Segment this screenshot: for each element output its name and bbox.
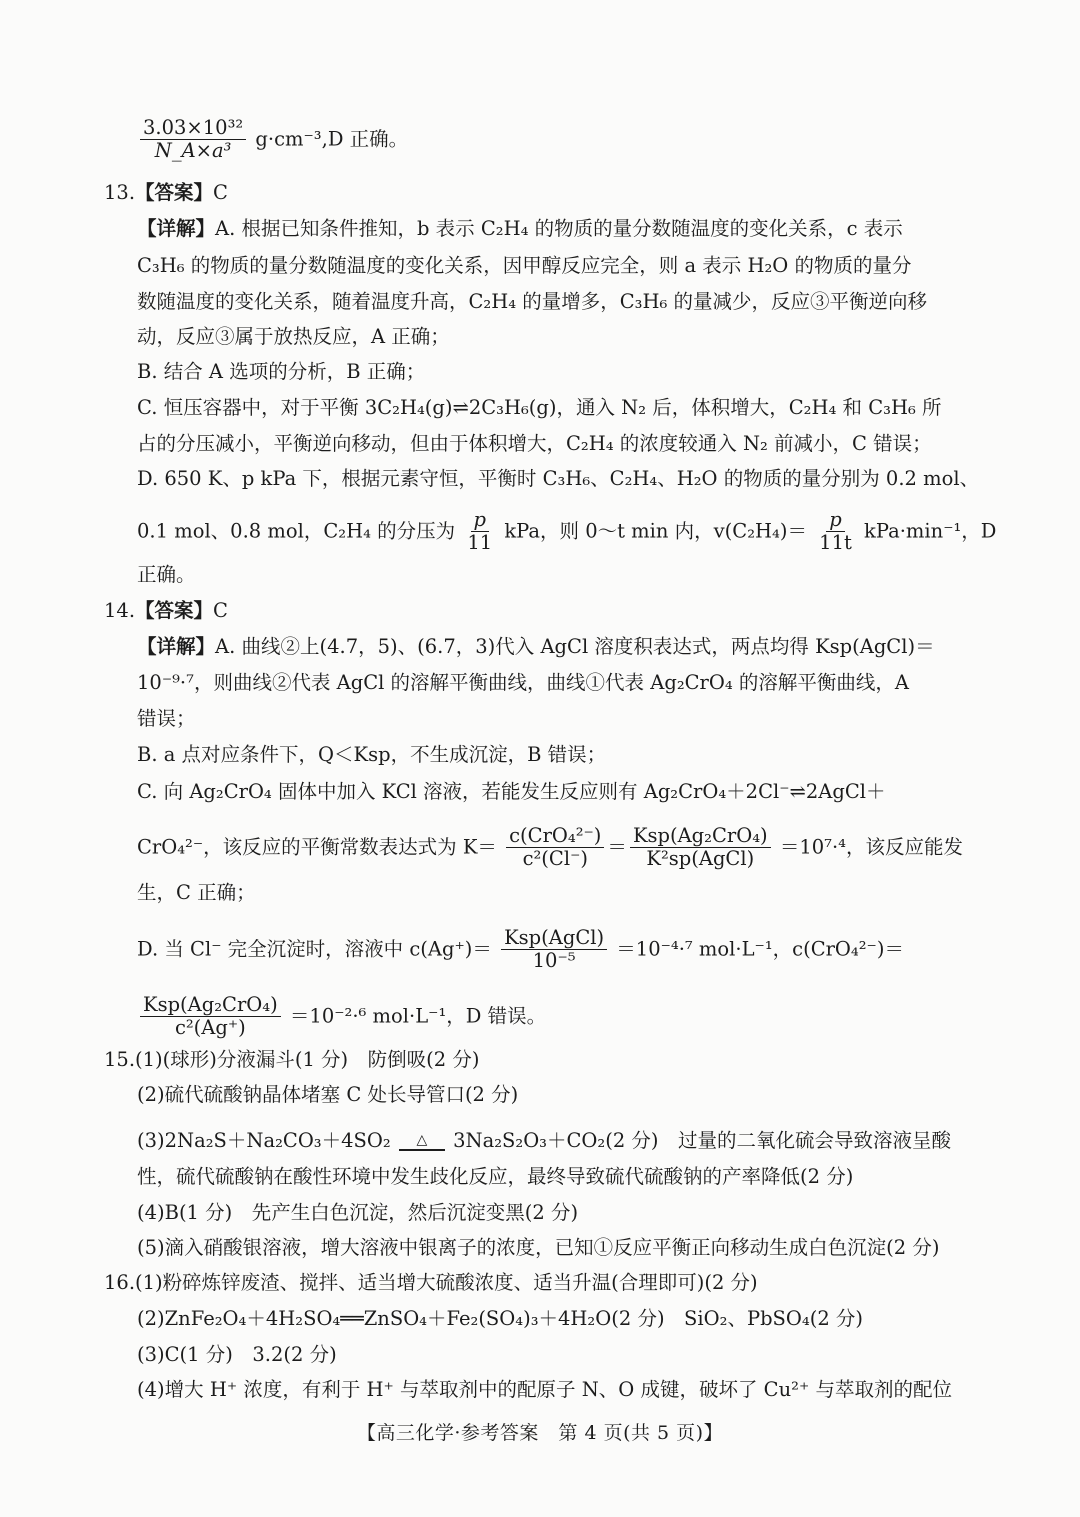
q13-detail-d1: D. 650 K、p kPa 下，根据元素守恒，平衡时 C₃H₆、C₂H₄、H₂O 的物质的量分别为 0.2 mol、 (137, 467, 980, 490)
k-fraction-1 (506, 826, 604, 870)
q14-detail-d2 (137, 995, 546, 1039)
q14-detail-b: B. a 点对应条件下，Q＜Ksp，不生成沉淀，B 错误； (137, 743, 607, 766)
answer-value: C (213, 181, 228, 204)
answer-tag: 【答案】 (135, 599, 214, 622)
fraction-numerator: Ksp(Ag₂CrO₄) (140, 995, 281, 1017)
page-footer: 【高三化学·参考答案 第 4 页(共 5 页)】 (356, 1422, 724, 1444)
line-text: ,D 正确。 (321, 127, 409, 151)
q13-detail-c2: 占的分压减小，平衡逆向移动，但由于体积增大，C₂H₄ 的浓度较通入 N₂ 前减小，C 错误； (137, 432, 932, 455)
line-text: 3Na₂S₂O₃＋CO₂(2 分) 过量的二氧化硫会导致溶液呈酸 (453, 1129, 952, 1152)
fraction-denominator: 11t (819, 531, 852, 555)
line-text: D. 当 Cl⁻ 完全沉淀时，溶液中 c(Ag⁺)＝ (137, 937, 492, 961)
density-line (137, 118, 408, 162)
density-fraction (140, 118, 246, 162)
fraction-denominator: 10⁻⁵ (532, 949, 576, 973)
detail-tag: 【详解】 (137, 217, 216, 240)
q15-part-2: (2)硫代硫酸钠晶体堵塞 C 处长导管口(2 分) (137, 1083, 519, 1106)
fraction-denominator: K²sp(AgCl) (646, 847, 755, 871)
detail-tag: 【详解】 (137, 635, 216, 658)
q15-part-3-cont: 性，硫代硫酸钠在酸性环境中发生歧化反应，最终导致硫代硫酸钠的产率降低(2 分) (137, 1165, 854, 1188)
fraction-denominator: N_A×a³ (154, 139, 232, 163)
line-text: 0.1 mol、0.8 mol，C₂H₄ 的分压为 (137, 519, 456, 543)
answer-tag: 【答案】 (135, 181, 214, 204)
q16-part-2: (2)ZnFe₂O₄＋4H₂SO₄══ZnSO₄＋Fe₂(SO₄)₃＋4H₂O(2 分) SiO₂、PbSO₄(2 分) (137, 1307, 864, 1330)
line-text: kPa·min⁻¹，D (864, 519, 997, 543)
line-text: A. 曲线②上(4.7，5)、(6.7，3)代入 AgCl 溶度积表达式，两点均得 Ksp(AgCl)＝ (215, 635, 935, 658)
k-fraction-2 (630, 826, 771, 870)
q16-part-1: 16.(1)粉碎炼锌废渣、搅拌、适当增大硫酸浓度、适当升温(合理即可)(2 分) (104, 1271, 758, 1294)
q16-part-3: (3)C(1 分) 3.2(2 分) (137, 1343, 337, 1366)
line-text: CrO₄²⁻，该反应的平衡常数表达式为 K＝ (137, 835, 497, 859)
q13-detail-a1 (137, 214, 903, 244)
cro4-fraction (140, 995, 281, 1039)
q14-detail-c2: CrO₄²⁻，该反应的平衡常数表达式为 K＝ $\frac{\text{c(CrO₄²⁻)}}{\text{c²(Cl⁻)}}$ ＝ $\frac{\text{Ksp(Ag₂CrO₄)}}{\text{K²sp(AgCl)}}$ ＝10⁷·⁴，该反应能发 (137, 824, 963, 871)
line-text: ＝10⁻²·⁶ mol·L⁻¹，D 错误。 (289, 1004, 547, 1028)
fraction-numerator: Ksp(Ag₂CrO₄) (630, 826, 771, 848)
fraction-denominator: c²(Cl⁻) (522, 847, 588, 871)
q13-detail-a4: 动，反应③属于放热反应，A 正确； (137, 325, 450, 348)
unit-text: g·cm⁻³ (255, 127, 322, 151)
fraction-numerator: Ksp(AgCl) (501, 928, 607, 950)
delta-icon: △ (416, 1131, 428, 1148)
q13-detail-d2 (137, 510, 996, 554)
q14-detail-c1: C. 向 Ag₂CrO₄ 固体中加入 KCl 溶液，若能发生反应则有 Ag₂CrO₄＋2Cl⁻⇌2AgCl＋ (137, 780, 886, 803)
rate-fraction (816, 510, 855, 554)
q14-detail-a1 (137, 632, 935, 662)
heating-arrow (399, 1133, 445, 1151)
ag-fraction (501, 928, 607, 972)
partial-pressure-fraction (464, 510, 495, 554)
fraction-numerator: p (826, 510, 844, 532)
q13-detail-d3: 正确。 (137, 563, 196, 586)
fraction-denominator: 11 (467, 531, 493, 555)
line-text: A. 根据已知条件推知，b 表示 C₂H₄ 的物质的量分数随温度的变化关系，c 表示 (215, 217, 903, 240)
line-text: (3)2Na₂S＋Na₂CO₃＋4SO₂ (137, 1129, 391, 1152)
fraction-numerator: p (471, 510, 489, 532)
q14-detail-a3: 错误； (137, 707, 196, 730)
q15-part-5: (5)滴入硝酸银溶液，增大溶液中银离子的浓度，已知①反应平衡正向移动生成白色沉淀(2 分) (137, 1236, 940, 1259)
q13-detail-c1: C. 恒压容器中，对于平衡 3C₂H₄(g)⇌2C₃H₆(g)，通入 N₂ 后，体积增大，C₂H₄ 和 C₃H₆ 所 (137, 396, 942, 419)
fraction-numerator: c(CrO₄²⁻) (506, 826, 604, 848)
q13-detail-b: B. 结合 A 选项的分析，B 正确； (137, 360, 426, 383)
line-text: kPa，则 0～t min 内，v(C₂H₄)＝ (504, 519, 807, 543)
q13-detail-a2: C₃H₆ 的物质的量分数随温度的变化关系，因甲醇反应完全，则 a 表示 H₂O 的物质的量分 (137, 254, 912, 277)
q16-part-4: (4)增大 H⁺ 浓度，有利于 H⁺ 与萃取剂中的配原子 N、O 成键，破坏了 Cu²⁺ 与萃取剂的配位 (137, 1378, 952, 1401)
line-text: ＝10⁷·⁴，该反应能发 (779, 835, 963, 859)
question-number: 14. (104, 599, 136, 622)
q14-detail-a2: 10⁻⁹·⁷，则曲线②代表 AgCl 的溶解平衡曲线，曲线①代表 Ag₂CrO₄ 的溶解平衡曲线，A (137, 671, 909, 694)
line-text: ＝10⁻⁴·⁷ mol·L⁻¹，c(CrO₄²⁻)＝ (616, 937, 904, 961)
q15-part-3 (137, 1126, 951, 1156)
question-number: 13. (104, 181, 136, 204)
answer-value: C (213, 599, 228, 622)
question-14-answer (104, 596, 228, 626)
q15-part-4: (4)B(1 分) 先产生白色沉淀，然后沉淀变黑(2 分) (137, 1201, 579, 1224)
fraction-denominator: c²(Ag⁺) (174, 1016, 246, 1040)
q14-detail-d1 (137, 928, 904, 972)
q15-part-1: 15.(1)(球形)分液漏斗(1 分) 防倒吸(2 分) (104, 1048, 480, 1071)
q13-detail-a3: 数随温度的变化关系，随着温度升高，C₂H₄ 的量增多，C₃H₆ 的量减少，反应③平衡逆向移 (137, 290, 928, 313)
q14-detail-c3: 生，C 正确； (137, 881, 256, 904)
fraction-numerator: 3.03×10³² (140, 118, 246, 140)
question-13-answer (104, 178, 228, 208)
